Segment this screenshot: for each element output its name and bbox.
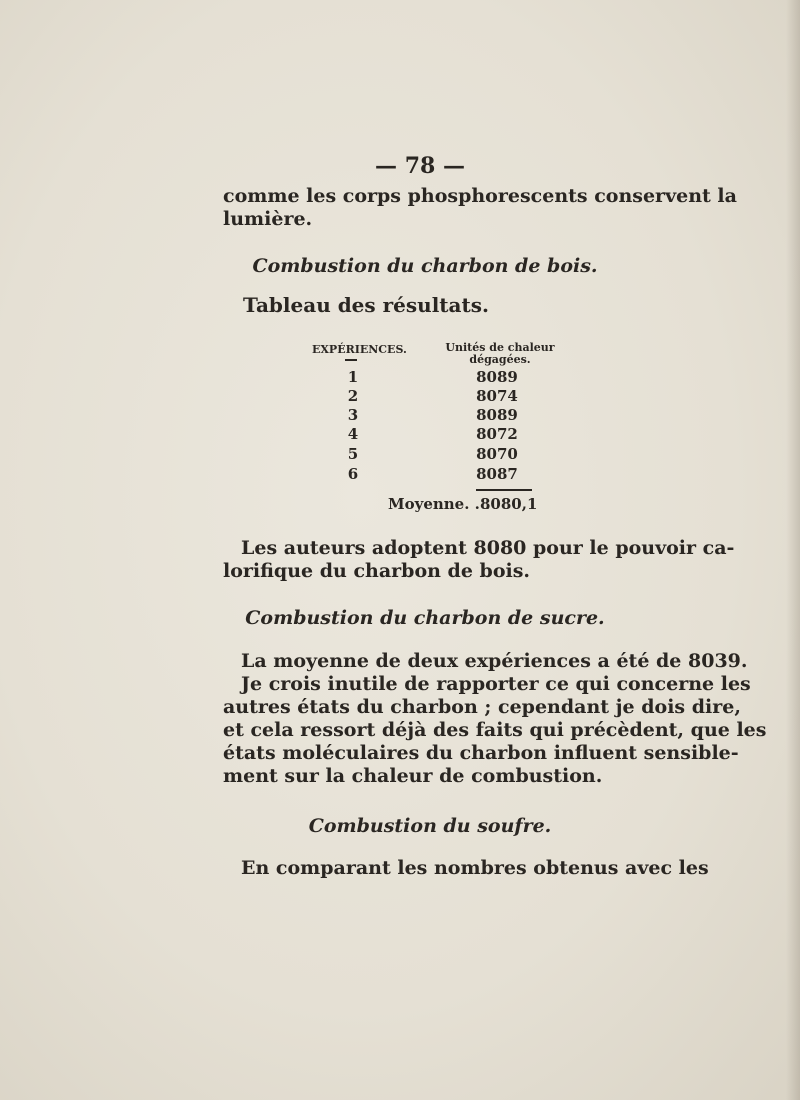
- text-line: et cela ressort déjà des faits qui précèdent, que les: [223, 719, 767, 741]
- text-line: autres états du charbon ; cependant je dois dire,: [223, 696, 741, 718]
- text-line: En comparant les nombres obtenus avec les: [241, 857, 709, 879]
- table-header-unites-line2: dégagées.: [469, 353, 531, 366]
- mean-value: 8080,1: [480, 495, 538, 513]
- table-row-value: 8089: [476, 368, 518, 386]
- table-row-value: 8089: [476, 406, 518, 424]
- text-line: lorifique du charbon de bois.: [223, 560, 531, 582]
- table-header-experiences: EXPÉRIENCES.: [312, 343, 407, 356]
- mean-label: Moyenne. . .: [388, 495, 491, 513]
- text-line: La moyenne de deux expériences a été de 8039.: [241, 650, 748, 672]
- table-row-number: 3: [347, 406, 359, 424]
- text-line: ment sur la chaleur de combustion.: [223, 765, 603, 787]
- paragraph-moyenne: [223, 650, 767, 788]
- table-row-value: 8087: [476, 465, 518, 483]
- table-row-value: 8072: [476, 425, 518, 443]
- table-row-number: 4: [347, 425, 359, 443]
- section-heading-charbon-de-bois: Combustion du charbon de bois.: [252, 255, 598, 277]
- table-row-number: 2: [347, 387, 359, 405]
- section-heading-soufre: Combustion du soufre.: [308, 815, 552, 837]
- table-row-number: 5: [347, 445, 359, 463]
- section-heading-charbon-de-sucre: Combustion du charbon de sucre.: [245, 607, 605, 629]
- table-title: Tableau des résultats.: [243, 293, 489, 317]
- page-number: — 78 —: [375, 153, 465, 179]
- text-line: Les auteurs adoptent 8080 pour le pouvoir ca-: [241, 537, 735, 559]
- text-line: lumière.: [223, 208, 313, 230]
- paragraph-soufre: [223, 857, 709, 880]
- sum-rule: [476, 489, 532, 491]
- text-line: Je crois inutile de rapporter ce qui concerne les: [241, 673, 751, 695]
- paragraph-pouvoir-calorifique: [223, 537, 735, 583]
- table-header-unites-line1: Unités de chaleur: [445, 341, 555, 354]
- text-line: états moléculaires du charbon influent sensible-: [223, 742, 739, 764]
- table-row-value: 8074: [476, 387, 518, 405]
- table-row-number: 1: [347, 368, 359, 386]
- header-dash: [345, 359, 357, 361]
- intro-paragraph: [223, 185, 737, 231]
- table-row-number: 6: [347, 465, 359, 483]
- table-row-value: 8070: [476, 445, 518, 463]
- table-header-unites: [440, 342, 560, 366]
- text-line: comme les corps phosphorescents conservent la: [223, 185, 737, 207]
